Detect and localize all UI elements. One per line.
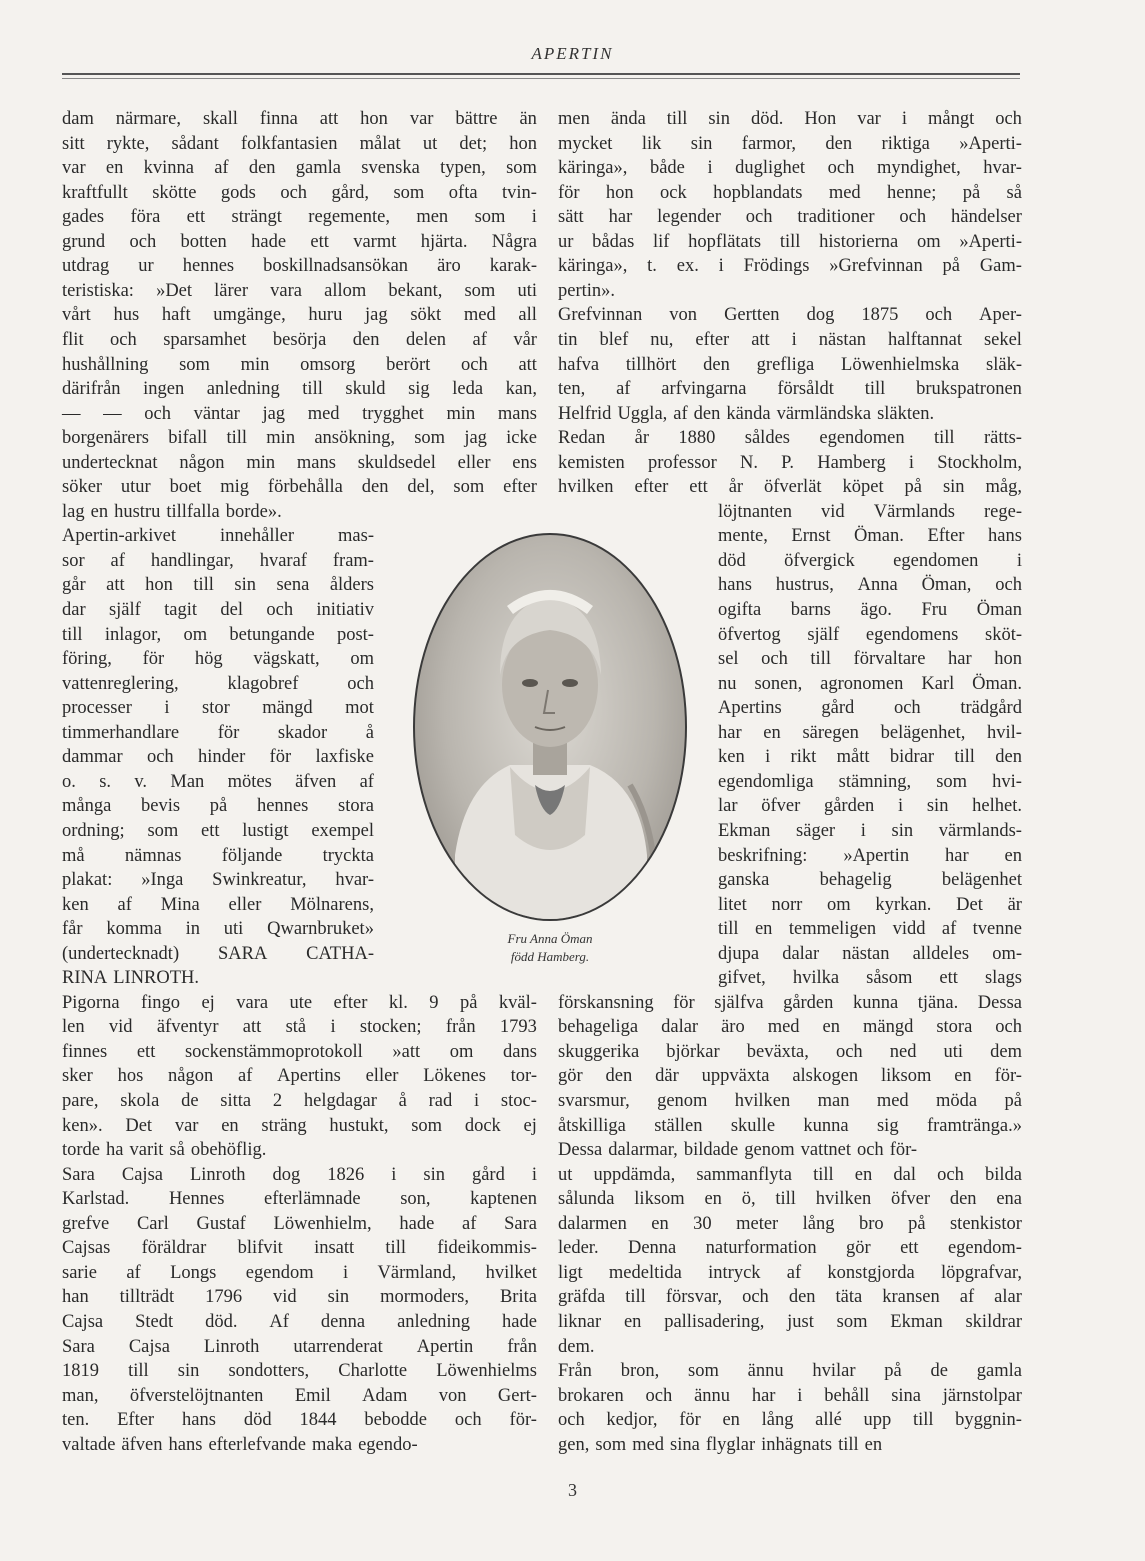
text-line: djupa dalar nästan alldeles om-	[718, 943, 1022, 964]
text-line: grefve Carl Gustaf Löwenhielm, hade af Sara	[62, 1213, 537, 1234]
text-line: len vid äfventyr att stå i stocken; från 1793	[62, 1017, 537, 1038]
text-line: dammar och hinder för laxfiske	[62, 747, 374, 768]
text-line: undertecknat någon min mans skuldsedel eller ens	[62, 452, 537, 473]
text-line: hans hustrus, Anna Öman, och	[718, 575, 1022, 596]
text-line: ut uppdämda, sammanflyta till en dal och bilda	[558, 1164, 1022, 1185]
text-line: därifrån ingen anledning till skuld sig leda kan,	[62, 379, 537, 400]
text-line: nu sonen, agronomen Karl Öman.	[718, 673, 1022, 694]
text-line: valtade äfven hans efterlefvande maka egendo-	[62, 1434, 418, 1455]
text-line: många bevis på hennes stora	[62, 796, 374, 817]
text-line: dalarmen en 30 meter lång bro på stenkistor	[558, 1213, 1022, 1234]
text-line: ur bådas lif hopflätats till historierna om »Aperti-	[558, 231, 1022, 252]
text-line: hvilken efter ett år öfverlät köpet på sin måg,	[558, 477, 1022, 498]
text-line: torde ha varit så obehöflig.	[62, 1140, 267, 1161]
portrait-photo	[413, 533, 687, 921]
text-line: ganska behagelig belägenhet	[718, 870, 1022, 891]
text-line: processer i stor mängd mot	[62, 698, 374, 719]
text-line: öfvertog själf egendomens sköt-	[718, 624, 1022, 645]
text-line: dar själf tagit del och initiativ	[62, 600, 374, 620]
text-line: sel och till förvaltare har hon	[718, 649, 1022, 670]
text-line: timmerhandlare för skador å	[62, 722, 374, 743]
text-line: Karlstad. Hennes efterlämnade son, kaptenen	[62, 1189, 537, 1210]
text-line: kraftfullt skötte gods och gård, som ofta tvin-	[62, 182, 537, 203]
text-line: hafva tillhört den grefliga Löwenhielmska släk-	[558, 354, 1022, 375]
text-line: brokaren och ännu har i behåll sina järnstolpar	[558, 1385, 1022, 1406]
text-line: käringa», t. ex. i Frödings »Grefvinnan på Gam-	[558, 256, 1022, 277]
text-line: svarsmur, genom hvilken man med möda på	[558, 1091, 1022, 1111]
text-line: Cajsas föräldrar blifvit insatt till fideikommis-	[62, 1238, 537, 1259]
text-line: gifvet, hvilka såsom ett slags	[718, 968, 1022, 989]
text-line: finnes ett sockenstämmoprotokoll »att om dans	[62, 1041, 537, 1062]
text-line: Ekman säger i sin värmlands-	[718, 820, 1022, 841]
text-line: 1819 till sin sondotters, Charlotte Löwenhielms	[62, 1361, 537, 1382]
text-line: sor af handlingar, hvaraf fram-	[62, 550, 374, 571]
running-title: APERTIN	[531, 44, 614, 63]
text-line: pare, skola de sitta 2 helgdagar å rad i stoc-	[62, 1091, 537, 1111]
text-line: gen, som med sina flyglar inhägnats till en	[558, 1434, 883, 1455]
text-line: har en säregen belägenhet, hvil-	[718, 722, 1022, 743]
text-line: sarie af Longs egendom i Värmland, hvilket	[62, 1262, 537, 1283]
text-line: käringa», både i duglighet och myndighet, hvar-	[558, 158, 1022, 179]
text-line: Cajsa Stedt död. Af denna anledning hade	[62, 1311, 537, 1332]
portrait-caption-born: född Hamberg.	[510, 949, 590, 964]
text-line: o. s. v. Man mötes äfven af	[62, 771, 374, 792]
portrait-caption-name: Fru Anna Öman	[507, 931, 593, 946]
text-line: gör den där uppväxta alskogen liksom en för-	[558, 1066, 1022, 1087]
text-line: lag en hustru tillfalla borde».	[62, 501, 282, 522]
text-line: skuggerika björkar beväxta, och ned uti dem	[558, 1041, 1022, 1062]
text-line: Redan år 1880 såldes egendomen till rätts-	[558, 428, 1022, 449]
text-line: man, öfverstelöjtnanten Emil Adam von Gert-	[62, 1385, 537, 1406]
text-line: liknar en pallisadering, just som Ekman skildrar	[558, 1311, 1022, 1332]
text-line: plakat: »Inga Swinkreatur, hvar-	[62, 870, 374, 891]
text-line: Apertin-arkivet innehåller mas-	[62, 526, 374, 547]
text-line: utdrag ur hennes boskillnadsansökan äro karak-	[62, 256, 537, 277]
text-line: — — och väntar jag med trygghet min mans	[62, 403, 537, 424]
header-rule-thin	[62, 78, 1020, 79]
page-number: 3	[568, 1480, 577, 1500]
text-line: går att hon till sin sena ålders	[62, 575, 374, 596]
text-line: mycket lik sin farmor, den riktiga »Aperti-	[558, 133, 1022, 154]
text-line: men ända till sin död. Hon var i mångt och	[558, 109, 1022, 129]
text-line: Grefvinnan von Gertten dog 1875 och Aper-	[558, 305, 1022, 326]
text-line: till inlagor, om betungande post-	[62, 624, 374, 645]
text-line: död öfvergick egendomen i	[718, 550, 1022, 571]
text-line: Apertins gård och trädgård	[718, 698, 1022, 719]
header-rule	[62, 73, 1020, 75]
text-line: sätt har legender och traditioner och händelser	[558, 207, 1022, 228]
text-line: ten, af arfvingarna försåldt till brukspatronen	[558, 379, 1022, 400]
text-line: ken». Det var en sträng hustukt, som dock ej	[62, 1115, 537, 1136]
text-line: sker hos någon af Apertins eller Lökenes tor-	[62, 1066, 537, 1087]
text-line: föring, för hög vägskatt, om	[62, 649, 374, 670]
text-line: hushållning som min omsorg berört och att	[62, 354, 537, 375]
text-line: söker utur boet mig förbehålla den del, som efter	[62, 477, 537, 498]
text-line: borgenärers bifall till min ansökning, som jag icke	[62, 428, 537, 449]
text-line: Pigorna fingo ej vara ute efter kl. 9 på kväl-	[62, 992, 537, 1013]
text-line: dam närmare, skall finna att hon var bättre än	[62, 109, 537, 129]
text-line: kemisten professor N. P. Hamberg i Stockholm,	[558, 452, 1022, 473]
text-line: tin blef nu, efter att i nästan halftannat sekel	[558, 329, 1022, 350]
text-line: förskansning för själfva gården kunna tjäna. Dessa	[558, 992, 1022, 1013]
text-line: egendomliga stämning, som hvi-	[718, 771, 1022, 792]
text-line: och kedjor, för en lång allé upp till byggnin-	[558, 1410, 1022, 1431]
text-line: leder. Denna naturformation gör ett egendom-	[558, 1238, 1022, 1259]
text-line: sålunda liksom en ö, till hvilken öfver den ena	[558, 1189, 1022, 1210]
text-line: vårt hus haft umgänge, huru jag sökt med all	[62, 305, 537, 326]
text-line: var en kvinna af den gamla svenska typen, som	[62, 158, 537, 179]
text-line: till en temmeligen vidd af tvenne	[718, 919, 1022, 940]
text-line: dem.	[558, 1336, 595, 1357]
text-line: gräfda till försvar, och den täta kransen af alar	[558, 1287, 1022, 1308]
text-line: får komma in uti Qwarnbruket»	[62, 919, 374, 940]
text-line: mente, Ernst Öman. Efter hans	[718, 526, 1022, 547]
text-line: beskrifning: »Apertin har en	[718, 845, 1022, 866]
text-line: Sara Cajsa Linroth dog 1826 i sin gård i	[62, 1164, 537, 1185]
text-line: ordning; som ett lustigt exempel	[62, 820, 374, 841]
text-line: grund och botten hade ett varmt hjärta. Några	[62, 231, 537, 252]
text-line: Sara Cajsa Linroth utarrenderat Apertin från	[62, 1336, 537, 1357]
text-line: han tillträdt 1796 vid sin mormoders, Brita	[62, 1287, 537, 1308]
text-line: litet norr om kyrkan. Det är	[718, 894, 1022, 915]
text-line: lar öfver gården i sin helhet.	[718, 796, 1022, 817]
text-line: åtskilliga ställen skulle kunna sig framtränga.»	[558, 1115, 1022, 1136]
text-line: RINA LINROTH.	[62, 968, 200, 989]
text-line: Från bron, som ännu hvilar på de gamla	[558, 1361, 1022, 1382]
text-line: Dessa dalarmar, bildade genom vattnet och för-	[558, 1140, 918, 1161]
text-line: ligt medeltida intryck af konstgjorda löpgrafvar,	[558, 1262, 1022, 1283]
text-line: löjtnanten vid Värmlands rege-	[718, 501, 1022, 522]
text-line: flit och sparsamhet besörja den delen af vår	[62, 329, 537, 350]
text-line: Helfrid Uggla, af den kända värmländska släkten.	[558, 403, 935, 424]
text-line: ken af Mina eller Mölnarens,	[62, 894, 374, 915]
text-line: pertin».	[558, 280, 616, 301]
text-line: behageliga dalar äro med en mängd stora och	[558, 1017, 1022, 1038]
text-line: sitt rykte, sådant folkfantasien målat ut det; hon	[62, 133, 537, 154]
text-line: ken i rikt mått bidrar till den	[718, 747, 1022, 768]
portrait-figure	[415, 535, 685, 919]
text-line: för hon ock hopblandats med henne; på så	[558, 182, 1022, 203]
text-line: (undertecknadt) SARA CATHA-	[62, 943, 374, 964]
text-line: gades föra ett strängt regemente, men som i	[62, 207, 537, 228]
text-line: teristiska: »Det lärer vara allom bekant, som uti	[62, 280, 537, 301]
text-line: vattenreglering, klagobref och	[62, 673, 374, 694]
text-line: ten. Efter hans död 1844 bebodde och för-	[62, 1410, 537, 1431]
text-line: må nämnas följande tryckta	[62, 845, 374, 866]
text-line: ogifta barns ägo. Fru Öman	[718, 600, 1022, 620]
